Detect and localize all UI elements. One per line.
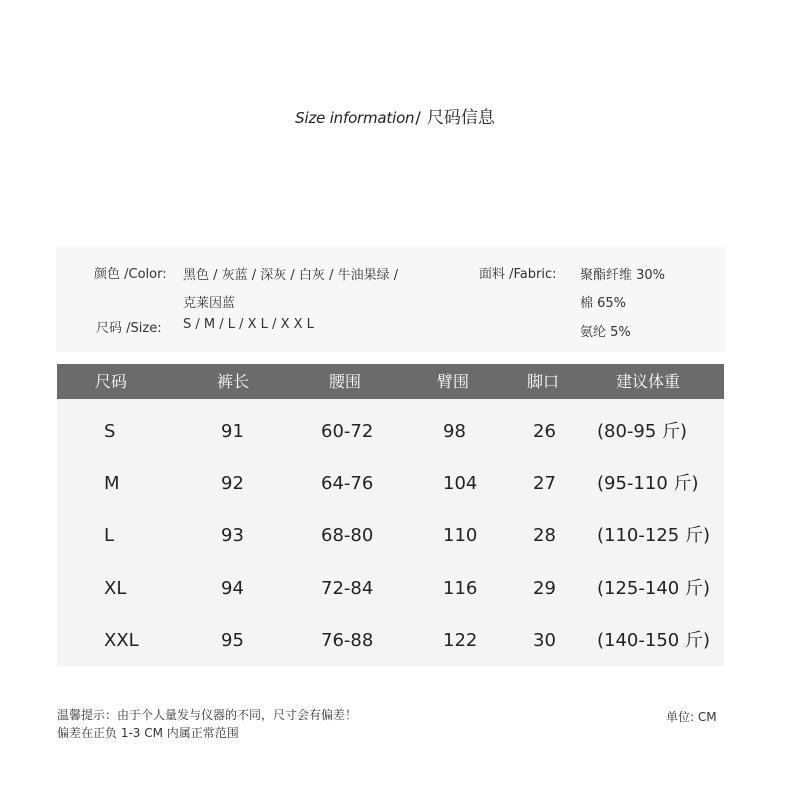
table-row [57, 616, 724, 666]
header-cell-hem: 脚口 [526, 372, 559, 391]
header-cell-arm: 臂围 [436, 372, 469, 391]
cell-hem: 30 [533, 630, 556, 651]
unit-label: 单位: CM [666, 710, 717, 724]
header-cell-length: 裤长 [216, 372, 249, 391]
cell-size: S [104, 421, 116, 442]
header-cell-waist: 腰围 [328, 372, 361, 391]
cell-weight: (80-95 斤) [597, 421, 688, 442]
cell-length: 92 [221, 473, 244, 494]
cell-size: XL [104, 578, 127, 599]
cell-length: 94 [221, 578, 244, 599]
table-row [57, 564, 724, 614]
cell-length: 95 [221, 630, 244, 651]
page-title [0, 103, 790, 128]
cell-weight: (125-140 斤) [597, 578, 710, 599]
cell-length: 93 [221, 525, 244, 546]
measurement-tip: 温馨提示：由于个人量发与仪器的不同，尺寸会有偏差！ [57, 708, 358, 722]
cell-arm: 104 [443, 473, 478, 494]
title-english: Size information [295, 109, 415, 127]
product-info-panel [56, 246, 725, 352]
title-separator: / [415, 108, 421, 127]
fabric-label: 面料 /Fabric: [479, 267, 557, 282]
fabric-line: 聚酯纤维 30% [580, 268, 666, 283]
cell-hem: 29 [533, 578, 556, 599]
table-row [57, 407, 724, 457]
color-label: 颜色 /Color: [94, 267, 167, 282]
table-row [57, 511, 724, 561]
cell-arm: 98 [443, 421, 466, 442]
header-cell-weight: 建议体重 [615, 372, 680, 391]
cell-waist: 60-72 [321, 421, 374, 442]
cell-size: XXL [104, 630, 139, 651]
size-table [57, 364, 724, 666]
header-cell-size: 尺码 [94, 372, 127, 391]
cell-waist: 72-84 [321, 578, 374, 599]
cell-weight: (140-150 斤) [597, 630, 710, 651]
cell-hem: 26 [533, 421, 556, 442]
fabric-line: 氨纶 5% [580, 325, 631, 340]
cell-hem: 27 [533, 473, 556, 494]
cell-waist: 64-76 [321, 473, 374, 494]
fabric-line: 棉 65% [580, 296, 627, 311]
cell-weight: (110-125 斤) [597, 525, 710, 546]
cell-length: 91 [221, 421, 244, 442]
size-values: S / M / L / X L / X X L [183, 317, 314, 332]
cell-waist: 68-80 [321, 525, 374, 546]
color-values-continued: 克莱因蓝 [183, 296, 236, 311]
title-chinese: 尺码信息 [426, 108, 495, 128]
cell-size: L [104, 525, 115, 546]
cell-arm: 110 [443, 525, 478, 546]
cell-waist: 76-88 [321, 630, 374, 651]
cell-weight: (95-110 斤) [597, 473, 699, 494]
cell-size: M [104, 473, 120, 494]
table-row [57, 459, 724, 509]
table-header [57, 364, 724, 399]
cell-hem: 28 [533, 525, 556, 546]
size-label: 尺码 /Size: [96, 321, 162, 336]
cell-arm: 116 [443, 578, 478, 599]
color-values: 黑色 / 灰蓝 / 深灰 / 白灰 / 牛油果绿 / [183, 268, 399, 283]
deviation-note: 偏差在正负 1-3 CM 内属正常范围 [57, 726, 239, 740]
cell-arm: 122 [443, 630, 478, 651]
